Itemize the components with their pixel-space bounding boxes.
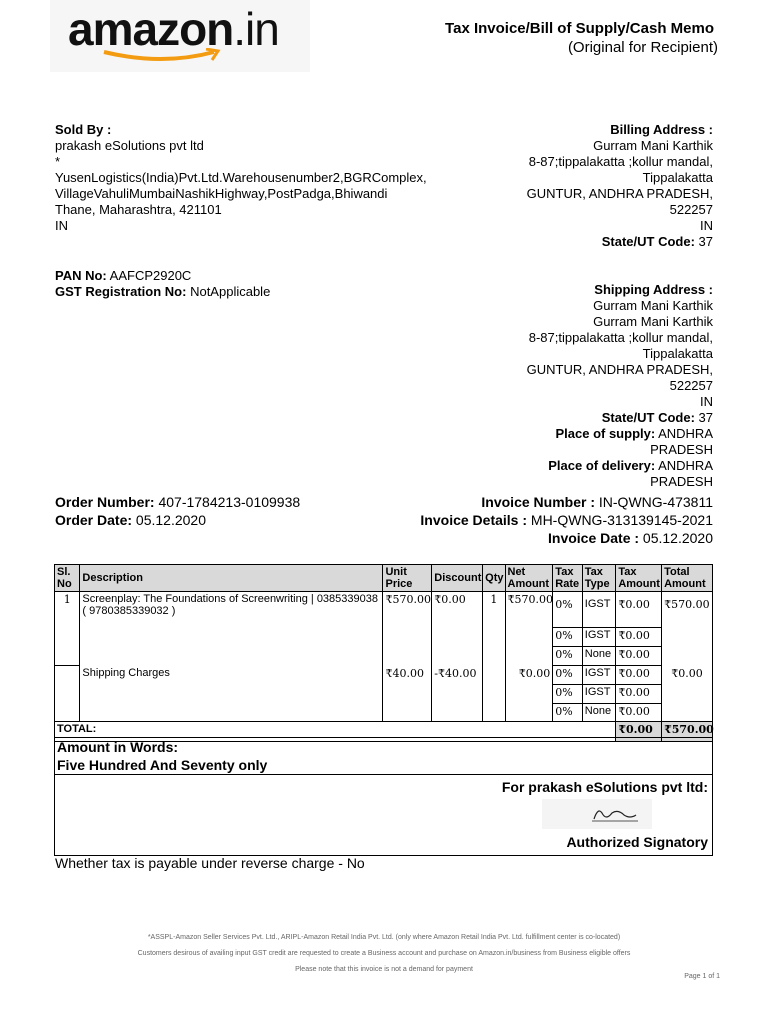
seller-address-line: YusenLogistics(India)Pvt.Ltd.Warehousenumber2,BGRComplex, — [55, 170, 427, 185]
amount-in-words — [54, 737, 713, 775]
col-tax-rate: Tax Rate — [553, 565, 582, 592]
sold-by-label: Sold By : — [55, 122, 112, 137]
state-label: State/UT Code: — [601, 410, 695, 425]
row-sl — [55, 666, 80, 722]
row-tax-amount: ₹0.00 — [616, 704, 662, 722]
billing-state — [453, 234, 713, 250]
signature-scribble-icon — [542, 799, 652, 829]
col-tax-type: Tax Type — [582, 565, 616, 592]
col-qty: Qty — [483, 565, 505, 592]
order-number-label: Order Number: — [55, 494, 155, 510]
shipping-country: IN — [700, 394, 713, 409]
shipping-line: GUNTUR, ANDHRA PRADESH, — [526, 362, 713, 377]
shipping-line: Tippalakatta — [642, 346, 713, 361]
logo-text: amazon — [68, 3, 234, 55]
billing-line: 8-87;tippalakatta ;kollur mandal, — [528, 154, 713, 169]
invoice-date: 05.12.2020 — [642, 530, 713, 546]
row-unit-price: ₹570.00 — [383, 592, 432, 666]
amazon-logo — [50, 0, 310, 72]
invoice-details: MH-QWNG-313139145-2021 — [530, 512, 713, 528]
total-amount: ₹570.00 — [662, 722, 713, 742]
row-description: Shipping Charges — [80, 666, 383, 722]
page-number: Page 1 of 1 — [684, 973, 720, 980]
row-tax-amount: ₹0.00 — [616, 666, 662, 685]
row-tax-rate: 0% — [553, 628, 582, 647]
total-tax: ₹0.00 — [616, 722, 662, 742]
billing-country: IN — [700, 218, 713, 233]
row-tax-amount: ₹0.00 — [616, 647, 662, 666]
order-date-label: Order Date: — [55, 512, 133, 528]
signature-box — [54, 774, 713, 856]
table-row — [55, 666, 713, 685]
seller-country: IN — [55, 218, 68, 233]
shipping-line: 8-87;tippalakatta ;kollur mandal, — [528, 330, 713, 345]
items-table — [54, 564, 713, 742]
invoice-number-label: Invoice Number : — [481, 494, 595, 510]
row-tax-amount: ₹0.00 — [616, 685, 662, 704]
seller-block — [55, 122, 485, 234]
invoice-block — [353, 493, 713, 547]
row-description: Screenplay: The Foundations of Screenwriting | 0385339038 ( 9780385339032 ) — [80, 592, 383, 666]
words-label: Amount in Words: — [57, 739, 179, 755]
row-tax-rate: 0% — [553, 647, 582, 666]
row-tax-type: IGST — [582, 628, 616, 647]
row-tax-rate: 0% — [553, 704, 582, 722]
seller-address-line: Thane, Maharashtra, 421101 — [55, 202, 222, 217]
invoice-date-label: Invoice Date : — [548, 530, 640, 546]
total-label: TOTAL: — [55, 722, 616, 742]
row-tax-type: IGST — [582, 592, 616, 628]
row-discount: ₹0.00 — [432, 592, 483, 666]
col-sl: Sl. No — [55, 565, 80, 592]
row-sl: 1 — [55, 592, 80, 666]
shipping-pin: 522257 — [669, 378, 713, 393]
row-tax-type: None — [582, 704, 616, 722]
row-total-amount: ₹0.00 — [662, 666, 713, 722]
authorized-signatory: Authorized Signatory — [566, 834, 708, 850]
row-tax-type: None — [582, 647, 616, 666]
row-unit-price: ₹40.00 — [383, 666, 432, 722]
row-qty — [483, 666, 505, 722]
delivery-value: PRADESH — [650, 474, 713, 489]
smile-arrow-icon — [102, 48, 222, 64]
row-tax-rate: 0% — [553, 592, 582, 628]
seller-name: prakash eSolutions pvt ltd — [55, 138, 204, 153]
shipping-name: Gurram Mani Karthik — [593, 314, 713, 329]
row-tax-type: IGST — [582, 666, 616, 685]
state-code: 37 — [698, 410, 713, 425]
shipping-block — [453, 282, 713, 490]
logo-suffix: .in — [233, 3, 279, 55]
invoice-details-label: Invoice Details : — [420, 512, 528, 528]
for-company-label: For prakash eSolutions pvt ltd: — [501, 779, 708, 795]
invoice-title: Tax Invoice/Bill of Supply/Cash Memo — [445, 20, 714, 37]
col-description: Description — [80, 565, 383, 592]
row-tax-rate: 0% — [553, 666, 582, 685]
billing-line: GUNTUR, ANDHRA PRADESH, — [526, 186, 713, 201]
col-discount: Discount — [432, 565, 483, 592]
row-discount: -₹40.00 — [432, 666, 483, 722]
delivery-value: ANDHRA — [658, 458, 713, 473]
reverse-charge-note: Whether tax is payable under reverse charge - No — [55, 855, 365, 871]
order-number: 407-1784213-0109938 — [158, 494, 301, 510]
order-block — [55, 493, 385, 529]
words-value: Five Hundred And Seventy only — [57, 757, 268, 773]
row-tax-rate: 0% — [553, 685, 582, 704]
col-unit-price: Unit Price — [383, 565, 432, 592]
billing-label: Billing Address : — [610, 122, 713, 137]
row-tax-amount: ₹0.00 — [616, 628, 662, 647]
col-total-amount: Total Amount — [662, 565, 713, 592]
tax-ids — [55, 268, 270, 300]
row-net-amount: ₹570.00 — [505, 592, 553, 666]
billing-block — [453, 122, 713, 250]
seller-marker: * — [55, 154, 61, 169]
row-total-amount: ₹570.00 — [662, 592, 713, 666]
table-row — [55, 592, 713, 628]
col-tax-amount: Tax Amount — [616, 565, 662, 592]
seller-address-line: VillageVahuliMumbaiNashikHighway,PostPadga,Bhiwandi — [55, 186, 388, 201]
state-code: 37 — [698, 234, 713, 249]
gst-value: NotApplicable — [190, 284, 271, 299]
signature-image — [542, 799, 652, 829]
shipping-label: Shipping Address : — [594, 282, 713, 297]
invoice-number: IN-QWNG-473811 — [598, 494, 713, 510]
footer-note: *ASSPL-Amazon Seller Services Pvt. Ltd., ARIPL-Amazon Retail India Pvt. Ltd. (only where Amazon Retail India Pvt. Ltd. fulfillment center is co-located) — [147, 934, 621, 941]
footer-note: Customers desirous of availing input GST credit are requested to create a Business account and purchase on Amazon.in/business from Business eligible offers — [137, 950, 631, 957]
shipping-name: Gurram Mani Karthik — [593, 298, 713, 313]
pan-value: AAFCP2920C — [109, 268, 192, 283]
row-tax-amount: ₹0.00 — [616, 592, 662, 628]
billing-line: Tippalakatta — [642, 170, 713, 185]
billing-pin: 522257 — [669, 202, 713, 217]
row-qty: 1 — [483, 592, 505, 666]
footer-note: Please note that this invoice is not a demand for payment — [295, 966, 473, 973]
supply-label: Place of supply: — [555, 426, 656, 441]
delivery-label: Place of delivery: — [548, 458, 656, 473]
col-net-amount: Net Amount — [505, 565, 553, 592]
invoice-subtitle: (Original for Recipient) — [567, 39, 718, 56]
order-date: 05.12.2020 — [135, 512, 206, 528]
row-tax-type: IGST — [582, 685, 616, 704]
gst-label: GST Registration No: — [55, 284, 187, 299]
state-label: State/UT Code: — [601, 234, 695, 249]
table-header-row — [55, 565, 713, 592]
supply-value: PRADESH — [650, 442, 713, 457]
billing-name: Gurram Mani Karthik — [593, 138, 713, 153]
row-net-amount: ₹0.00 — [505, 666, 553, 722]
pan-label: PAN No: — [55, 268, 107, 283]
supply-value: ANDHRA — [658, 426, 713, 441]
